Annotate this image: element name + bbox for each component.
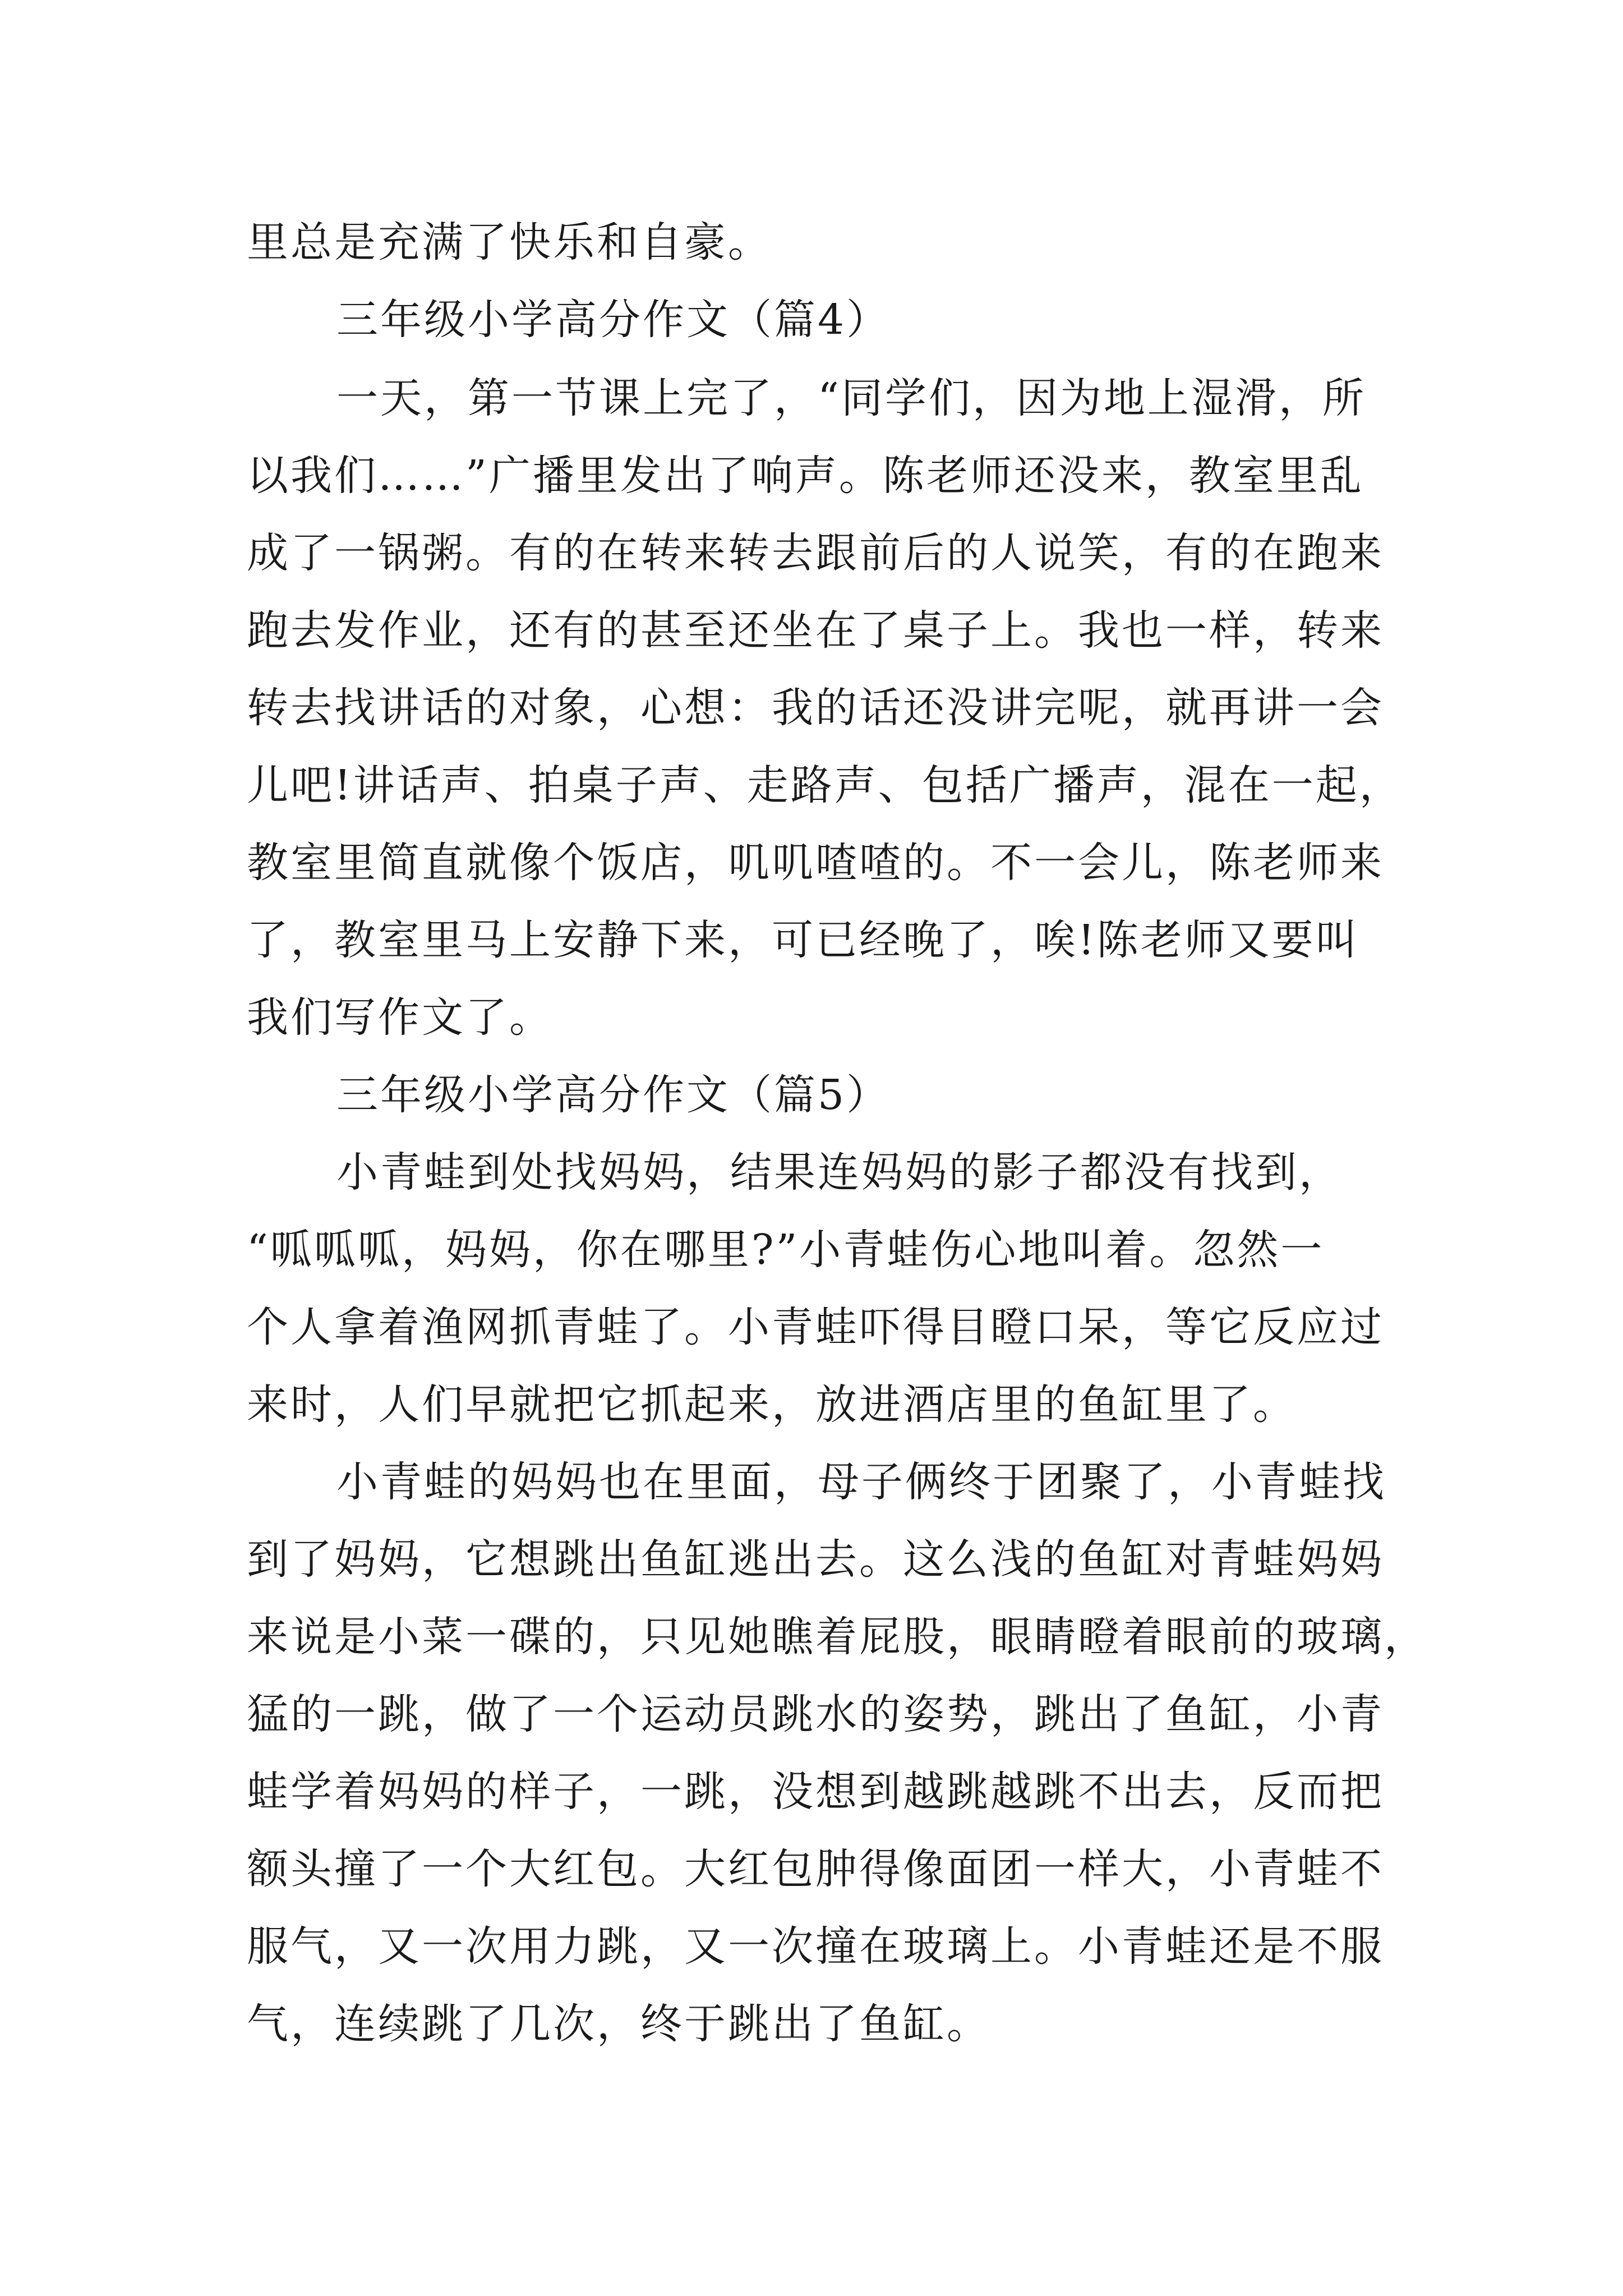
text-line: 转去找讲话的对象，心想：我的话还没讲完呢，就再讲一会 <box>247 684 1384 732</box>
text-line: 跑去发作业，还有的甚至还坐在了桌子上。我也一样，转来 <box>247 606 1384 655</box>
text-line: “呱呱呱，妈妈，你在哪里?”小青蛙伤心地叫着。忽然一 <box>247 1226 1325 1274</box>
text-line: 蛙学着妈妈的样子，一跳，没想到越跳越跳不出去，反而把 <box>247 1768 1384 1816</box>
text-line: 到了妈妈，它想跳出鱼缸逃出去。这么浅的鱼缸对青蛙妈妈 <box>247 1535 1384 1584</box>
text-line: 里总是充满了快乐和自豪。 <box>247 218 772 266</box>
text-line: 成了一锅粥。有的在转来转去跟前后的人说笑，有的在跑来 <box>247 529 1384 577</box>
text-line: 个人拿着渔网抓青蛙了。小青蛙吓得目瞪口呆，等它反应过 <box>247 1303 1384 1351</box>
text-line: 以我们……”广播里发出了响声。陈老师还没来，教室里乱 <box>247 452 1364 500</box>
text-line: 小青蛙的妈妈也在里面，母子俩终于团聚了，小青蛙找 <box>336 1458 1386 1506</box>
text-line: 来时，人们早就把它抓起来，放进酒店里的鱼缸里了。 <box>247 1381 1297 1429</box>
section-heading: 三年级小学高分作文（篇4） <box>336 296 891 344</box>
text-line: 额头撞了一个大红包。大红包肿得像面团一样大，小青蛙不 <box>247 1845 1384 1893</box>
text-line: 教室里简直就像个饭店，叽叽喳喳的。不一会儿，陈老师来 <box>247 839 1384 887</box>
text-line: 一天，第一节课上完了，“同学们，因为地上湿滑，所 <box>336 374 1366 422</box>
text-line: 服气，又一次用力跳，又一次撞在玻璃上。小青蛙还是不服 <box>247 1922 1384 1971</box>
text-line: 猛的一跳，做了一个运动员跳水的姿势，跳出了鱼缸，小青 <box>247 1690 1384 1738</box>
text-line: 小青蛙到处找妈妈，结果连妈妈的影子都没有找到， <box>336 1148 1343 1197</box>
text-line: 来说是小菜一碟的，只见她瞧着屁股，眼睛瞪着眼前的玻璃， <box>247 1613 1428 1661</box>
text-line: 了，教室里马上安静下来，可已经晚了，唉!陈老师又要叫 <box>247 916 1359 964</box>
section-heading: 三年级小学高分作文（篇5） <box>336 1071 891 1119</box>
text-line: 儿吧!讲话声、拍桌子声、走路声、包括广播声，混在一起， <box>247 761 1403 809</box>
text-line: 气，连续跳了几次，终于跳出了鱼缸。 <box>247 2000 990 2048</box>
text-line: 我们写作文了。 <box>247 993 553 1042</box>
